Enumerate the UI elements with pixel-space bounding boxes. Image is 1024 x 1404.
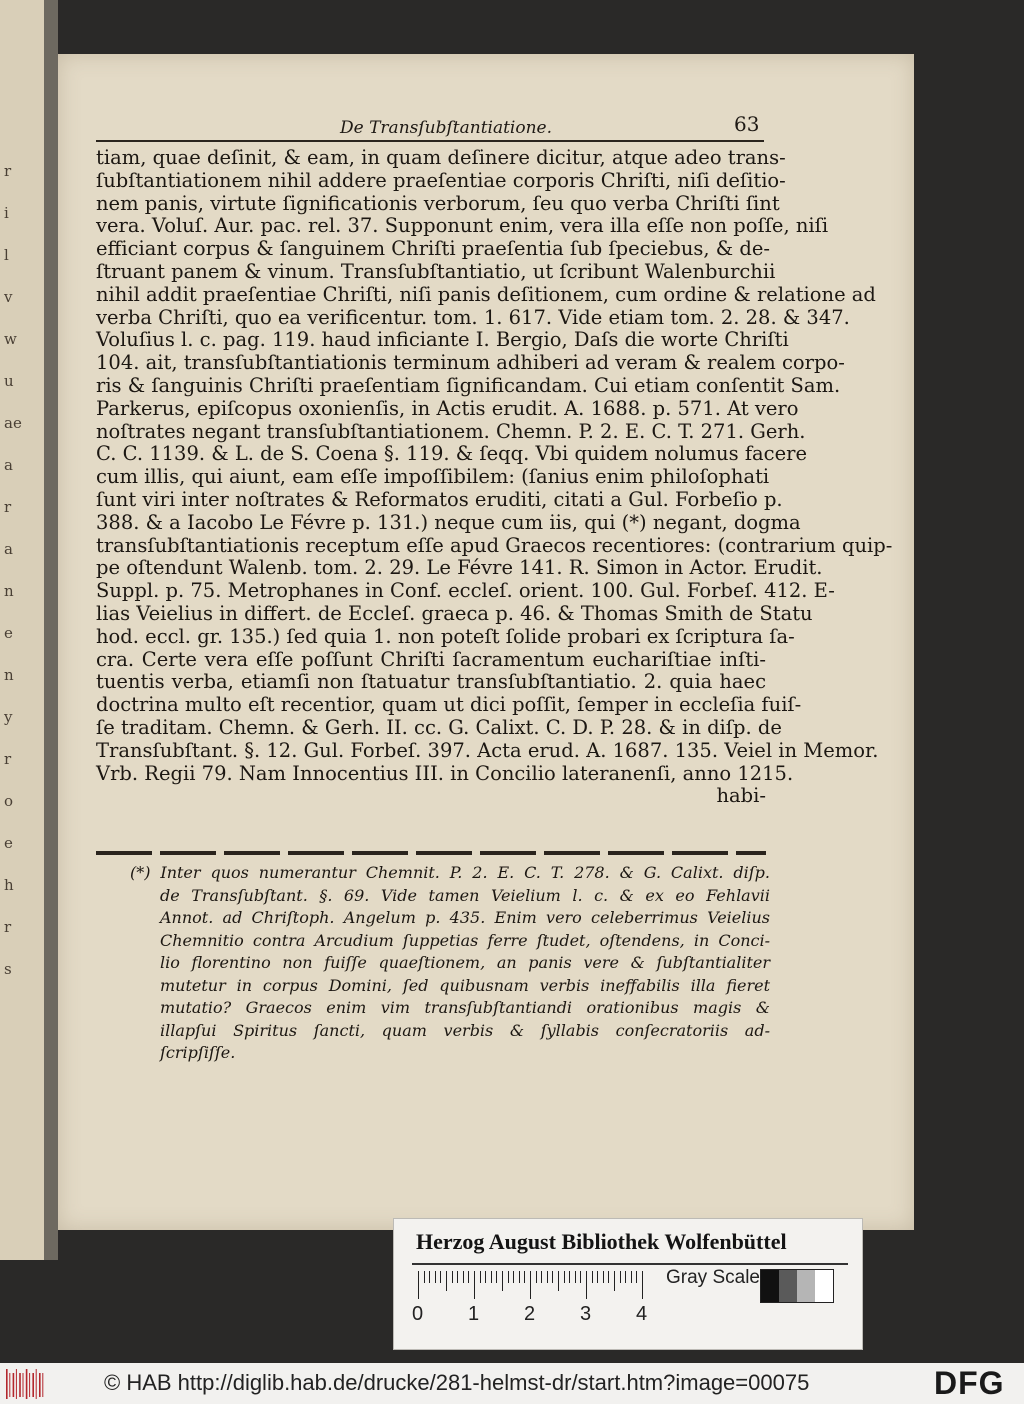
footnote-rule [96,851,766,855]
footnote-line: Annot. ad Chriſtoph. Angelum p. 435. Enim vero celeberrimus Veielius [160,908,770,927]
body-line: efficiant corpus & ſanguinem Chriſti praeſentia ſub ſpeciebus, & de- [96,237,770,261]
body-line: Vrb. Regii 79. Nam Innocentius III. in Concilio lateranenſi, anno 1215. [96,761,794,785]
ruler-tick [452,1271,453,1283]
body-line: verba Chriſti, quo ea verificentur. tom. 1. 617. Vide etiam tom. 2. 28. & 347. [96,305,850,329]
ruler-tick [418,1271,419,1299]
ruler-number: 4 [636,1303,648,1325]
left-margin-char: o [4,792,14,810]
footnote-line: de Transſubſtant. §. 69. Vide tamen Veielium l. c. & ex eo Fehlavii [160,885,770,905]
body-line: nem panis, virtute ſignificationis verborum, ſeu quo verba Chriſti ſint [96,191,780,215]
ruler-tick [586,1271,587,1299]
book-gutter [44,0,58,1260]
ruler-tick [502,1271,503,1291]
ruler-tick [569,1271,570,1283]
body-line: vera. Voluſ. Aur. pac. rel. 37. Supponunt enim, vera illa eſſe non poſſe, niſi [96,214,829,238]
body-line: Transſubſtant. §. 12. Gul. Forbeſ. 397. Acta erud. A. 1687. 135. Veiel in Memor. [96,738,879,762]
footer-permalink[interactable]: © HAB http://diglib.hab.de/drucke/281-helmst-dr/start.htm?image=00075 [104,1370,810,1395]
footnote-line: mutetur in corpus Domini, ſed quibusnam verbis ineffabilis illa fieret [160,975,770,995]
ruler-tick [620,1271,621,1283]
ruler-tick [424,1271,425,1283]
ruler-tick [625,1271,626,1283]
ruler-tick [592,1271,593,1283]
grayscale-swatches [760,1269,834,1303]
left-margin-char: w [4,330,17,348]
left-margin-char: r [4,750,12,768]
library-color-card [393,1218,863,1350]
body-line: habi- [716,784,766,808]
left-margin-char: l [4,246,9,264]
body-line: ſubſtantiationem nihil addere praeſentiae corporis Chriſti, niſi deſitio- [96,168,786,192]
body-line: Parkerus, epiſcopus oxonienſis, in Actis erudit. A. 1688. p. 571. At vero [96,396,799,420]
ruler-tick [530,1271,531,1299]
body-line: tuentis verba, etiamſi non ſtatuatur transſubſtantiatio. 2. quia haec [96,670,766,694]
ruler-tick [564,1271,565,1283]
left-margin-char: a [4,540,13,558]
body-line: transſubſtantiationis receptum eſſe apud Graecos recentiores: (contrarium quip- [96,533,893,557]
hab-barcode-icon[interactable] [4,1367,46,1401]
footnote-line: lio florentino non fuiſſe quaeſtionem, an panis vere & ſubſtantialiter [160,953,770,972]
ruler-number: 1 [468,1303,480,1325]
body-line: ſunt viri inter noſtrates & Reformatos eruditi, citati a Gul. Forbeſio p. [96,487,783,511]
grayscale-swatch [779,1270,797,1302]
ruler-number: 2 [524,1303,536,1325]
dfg-logo[interactable]: DFG [934,1365,1005,1401]
grayscale-swatch [797,1270,815,1302]
grayscale-swatch [761,1270,779,1302]
card-rule [412,1263,848,1265]
left-margin-chars [4,150,20,990]
body-line: ſe traditam. Chemn. & Gerh. II. cc. G. Calixt. C. D. P. 28. & in diſp. de [96,715,782,739]
body-line: Voluſius l. c. pag. 119. haud inficiante I. Bergio, Daſs die worte Chriſti [96,328,789,352]
body-line: C. C. 1139. & L. de S. Coena §. 119. & ſeqq. Vbi quidem nolumus facere [96,442,807,466]
footnote [130,862,770,1065]
left-margin-char: n [4,666,14,684]
left-margin-char: y [4,708,13,726]
left-margin-char: e [4,624,13,642]
library-name: Herzog August Bibliothek Wolfenbüttel [416,1229,787,1254]
ruler-tick [608,1271,609,1283]
ruler-tick [558,1271,559,1291]
left-margin-char: n [4,582,14,600]
footnote-line: Chemnitio contra Arcudium ſuppetias ferre ſtudet, oſtendens, in Conci- [160,930,770,950]
ruler-tick [642,1271,643,1299]
footer-bar [0,1363,1024,1404]
ruler-tick [491,1271,492,1283]
body-text [96,146,893,808]
left-margin-char: e [4,834,13,852]
left-margin-char: r [4,498,12,516]
body-line: cra. Certe vera eſſe poſſunt Chriſti ſacramentum euchariſtiae inſti- [96,647,766,671]
footnote-line: (*) Inter quos numerantur Chemnit. P. 2. E. C. T. 278. & G. Calixt. diſp. [130,863,770,882]
body-line: 104. ait, transſubſtantiationis terminum adhiberi ad veram & realem corpo- [96,351,845,375]
ruler-numbers [412,1303,672,1329]
ruler-number: 3 [580,1303,592,1325]
body-line: nihil addit praeſentiae Chriſti, niſi panis deſitionem, cum ordine & relatione ad [96,282,876,306]
ruler-tick [575,1271,576,1283]
ruler-tick [524,1271,525,1283]
ruler-tick [435,1271,436,1283]
ruler-tick [636,1271,637,1283]
ruler-tick [468,1271,469,1283]
ruler-tick [580,1271,581,1283]
ruler-number: 0 [412,1303,424,1325]
footnote-line: illapſui Spiritus ſancti, quam verbis & ſyllabis conſecratoriis ad- [160,1020,770,1040]
ruler-tick [496,1271,497,1283]
body-line: 388. & a Iacobo Le Févre p. 131.) neque cum iis, qui (*) negant, dogma [96,510,801,534]
left-margin-char: s [4,960,12,978]
left-margin-char: v [4,288,13,306]
footnote-line: ſcripſiſſe. [160,1043,236,1062]
body-line: cum illis, qui aiunt, eam eſſe impoſſibilem: (ſanius enim philoſophati [96,465,770,489]
ruler-tick [485,1271,486,1283]
ruler-tick [457,1271,458,1283]
grayscale-label: Gray Scale [666,1267,760,1288]
ruler-tick [536,1271,537,1283]
left-margin-char: ae [4,414,22,432]
left-margin-char: i [4,204,9,222]
ruler-tick [480,1271,481,1283]
centimeter-ruler [418,1271,644,1301]
body-line: ſtruant panem & vinum. Transſubſtantiatio, ut ſcribunt Walenburchii [96,259,776,283]
ruler-tick [474,1271,475,1299]
body-line: hod. eccl. gr. 135.) ſed quia 1. non poteſt ſolide probari ex ſcriptura ſa- [96,624,795,648]
body-line: ris & ſanguinis Chriſti praeſentiam ſignificandam. Cui etiam conſentit Sam. [96,373,841,397]
ruler-tick [547,1271,548,1283]
ruler-tick [513,1271,514,1283]
body-line: doctrina multo eſt recentior, quam ut dici poſſit, ſemper in eccleſia fuiſ- [96,693,802,717]
body-line: tiam, quae deſinit, & eam, in quam deſinere dicitur, atque adeo trans- [96,146,786,169]
left-margin-char: h [4,876,14,894]
ruler-tick [631,1271,632,1283]
ruler-tick [614,1271,615,1291]
ruler-tick [597,1271,598,1283]
body-line: noſtrates negant transſubſtantiationem. Chemn. P. 2. E. C. T. 271. Gerh. [96,419,806,443]
ruler-tick [440,1271,441,1283]
body-line: lias Veielius in differt. de Eccleſ. graeca p. 46. & Thomas Smith de Statu [96,601,813,625]
grayscale-swatch [815,1270,833,1302]
ruler-tick [552,1271,553,1283]
left-margin-char: r [4,918,12,936]
ruler-tick [541,1271,542,1283]
left-margin-char: u [4,372,14,390]
left-margin-char: a [4,456,13,474]
ruler-tick [429,1271,430,1283]
footnote-line: mutatio? Graecos enim vim transſubſtantiandi orationibus magis & [160,998,770,1017]
ruler-tick [519,1271,520,1283]
body-line: Suppl. p. 75. Metrophanes in Conf. eccleſ. orient. 100. Gul. Forbeſ. 412. E- [96,579,835,603]
ruler-tick [463,1271,464,1283]
ruler-tick [446,1271,447,1291]
ruler-tick [508,1271,509,1283]
left-page-fragment [0,0,48,1260]
page-number: 63 [734,112,760,136]
ruler-tick [603,1271,604,1283]
running-head: De Transſubſtantiatione. [340,118,553,138]
header-rule [96,140,764,142]
left-margin-char: r [4,162,12,180]
body-line: pe oſtendunt Walenb. tom. 2. 29. Le Févre 141. R. Simon in Actor. Erudit. [96,556,823,580]
